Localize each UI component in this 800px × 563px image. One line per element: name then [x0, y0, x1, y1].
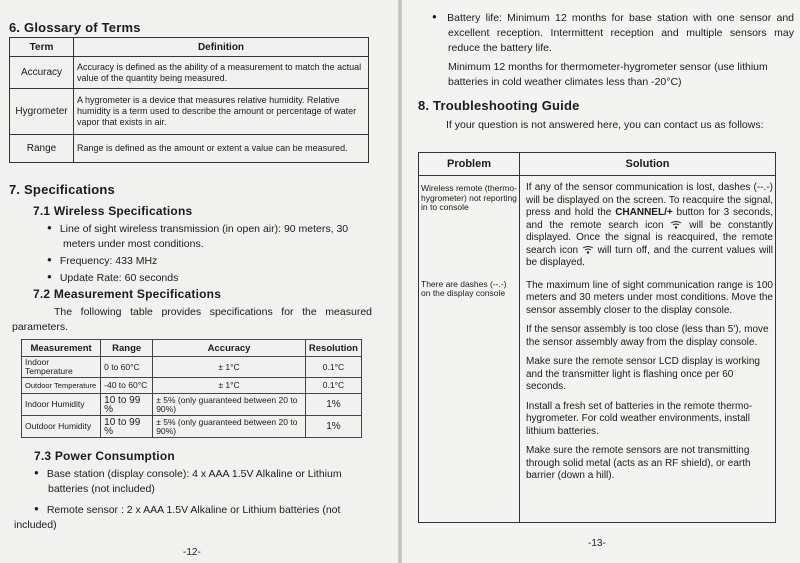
- glossary-term: Range: [10, 135, 74, 163]
- solution-cell: [520, 276, 776, 523]
- solution-text: Make sure the remote sensors are not transmitting through solid metal (acts as an RF shield), or earth barrier (down a hill).: [526, 445, 751, 481]
- wireless-spec-item: ● Frequency: 433 MHz: [47, 252, 372, 269]
- troubleshooting-col-problem: Problem: [419, 153, 520, 176]
- table-cell: 1%: [305, 416, 361, 438]
- troubleshooting-heading: 8. Troubleshooting Guide: [418, 98, 580, 113]
- battery-life-note: Minimum 12 months for thermometer-hygrometer sensor (use lithium batteries in cold weather climates less than -20°C): [448, 61, 768, 88]
- table-cell: ± 1°C: [153, 378, 306, 394]
- power-item: ● Remote sensor : 2 x AAA 1.5V Alkaline or Lithium batteries (not included): [14, 501, 374, 533]
- glossary-row: [10, 135, 369, 163]
- table-cell: 10 to 99 %: [101, 394, 153, 416]
- power-item: ● Base station (display console): 4 x AAA 1.5V Alkaline or Lithium batteries (not included): [14, 465, 374, 497]
- glossary-table: [9, 37, 369, 163]
- glossary-term: Hygrometer: [10, 89, 74, 135]
- glossary-definition: A hygrometer is a device that measures relative humidity. Relative humidity is a term used to describe the amount or percentage of water vapor that exists in air.: [74, 89, 369, 135]
- table-cell: ± 1°C: [153, 357, 306, 378]
- page-number-left: -12-: [183, 547, 201, 558]
- glossary-col-term: Term: [10, 38, 74, 57]
- glossary-heading: 6. Glossary of Terms: [9, 20, 141, 35]
- solution-text: will be constantly displayed. Once the signal is reacquired, the remote search icon: [526, 219, 774, 256]
- measurement-specs-heading: 7.2 Measurement Specifications: [33, 287, 222, 301]
- wireless-spec-item: ● Line of sight wireless transmission (in open air): 90 meters, 30 meters under most conditions.: [47, 220, 372, 252]
- battery-life-item: ● Battery life: Minimum 12 months for base station with one sensor and excellent reception. Intermittent reception and multiple sensors may reduce the battery life.: [432, 9, 794, 56]
- solution-text: If the sensor assembly is too close (less than 5'), move the sensor assembly away from the display console.: [526, 324, 769, 348]
- table-cell: 10 to 99 %: [101, 416, 153, 438]
- table-cell: 0.1°C: [305, 357, 361, 378]
- wireless-spec-item: ● Update Rate: 60 seconds: [47, 269, 372, 286]
- table-cell: Outdoor Temperature: [22, 378, 101, 394]
- measurement-col-header: Range: [101, 340, 153, 357]
- table-row: [22, 357, 362, 378]
- measurement-col-header: Measurement: [22, 340, 101, 357]
- channel-button-label: CHANNEL/+: [615, 207, 673, 218]
- right-page: [402, 0, 800, 563]
- table-cell: 0.1°C: [305, 378, 361, 394]
- solution-text: If any of the sensor communication is lost, dashes (--.-) will be displayed on the screen. To reacquire the signal, press and hold the: [526, 182, 773, 218]
- table-cell: Indoor Temperature: [22, 357, 101, 378]
- remote-search-icon: [582, 246, 594, 254]
- specifications-heading: 7. Specifications: [9, 182, 115, 197]
- table-cell: 1%: [305, 394, 361, 416]
- measurement-col-header: Accuracy: [153, 340, 306, 357]
- table-cell: Indoor Humidity: [22, 394, 101, 416]
- glossary-definition: Accuracy is defined as the ability of a measurement to match the actual value of the quantity being measured.: [74, 57, 369, 89]
- solution-text: will turn off, and the current values will be displayed.: [526, 244, 773, 268]
- measurement-table: [21, 339, 362, 438]
- glossary-row: [10, 89, 369, 135]
- troubleshooting-col-solution: Solution: [520, 153, 776, 176]
- table-cell: -40 to 60°C: [101, 378, 153, 394]
- table-row: [22, 394, 362, 416]
- glossary-col-definition: Definition: [74, 38, 369, 57]
- measurement-col-header: Resolution: [305, 340, 361, 357]
- power-consumption-list: [14, 465, 374, 533]
- table-row: [419, 276, 776, 523]
- glossary-row: [10, 57, 369, 89]
- left-page: [0, 0, 398, 563]
- remote-search-icon: [670, 221, 682, 229]
- solution-text: Install a fresh set of batteries in the remote thermo-hygrometer. For cold weather environments, install lithium batteries.: [526, 400, 753, 437]
- page-number-right: -13-: [588, 538, 606, 549]
- table-cell: 0 to 60°C: [101, 357, 153, 378]
- glossary-term: Accuracy: [10, 57, 74, 89]
- table-cell: ± 5% (only guaranteed between 20 to 90%): [153, 416, 306, 438]
- troubleshooting-table: [418, 152, 776, 523]
- table-row: [419, 176, 776, 276]
- problem-cell: Wireless remote (thermo-hygrometer) not reporting in to console: [419, 176, 520, 276]
- glossary-definition: Range is defined as the amount or extent a value can be measured.: [74, 135, 369, 163]
- solution-text: button for 3 seconds, and the remote search icon: [526, 207, 773, 231]
- measurement-intro: The following table provides specifications for the measured parameters.: [12, 306, 372, 333]
- wireless-specs-list: [47, 220, 372, 286]
- troubleshooting-intro: If your question is not answered here, you can contact us as follows:: [446, 119, 764, 131]
- power-consumption-heading: 7.3 Power Consumption: [34, 449, 175, 463]
- wireless-specs-heading: 7.1 Wireless Specifications: [33, 204, 193, 218]
- table-row: [22, 416, 362, 438]
- table-cell: Outdoor Humidity: [22, 416, 101, 438]
- table-row: [22, 378, 362, 394]
- solution-text: The maximum line of sight communication range is 100 meters and 30 meters under most conditions. Move the sensor assembly closer to the display console.: [526, 279, 773, 316]
- solution-cell: [520, 176, 776, 276]
- solution-text: Make sure the remote sensor LCD display is working and the transmitter light is flashing once per 60 seconds.: [526, 356, 760, 392]
- problem-cell: There are dashes (--.-) on the display console: [419, 276, 520, 523]
- table-cell: ± 5% (only guaranteed between 20 to 90%): [153, 394, 306, 416]
